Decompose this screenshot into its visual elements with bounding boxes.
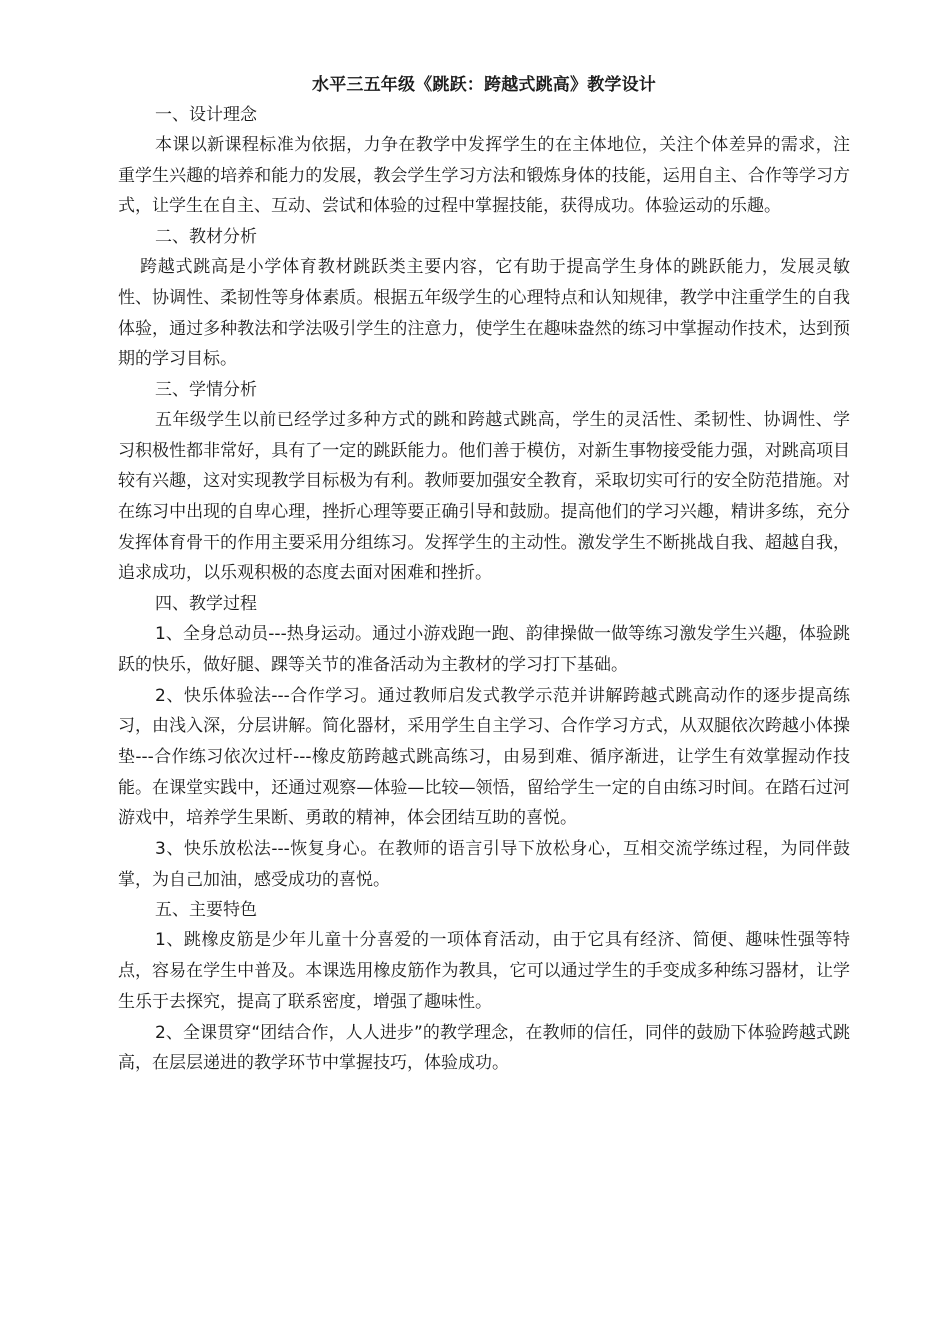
section-paragraph: 1、全身总动员---热身运动。通过小游戏跑一跑、韵律操做一做等练习激发学生兴趣，体验跳跃的快乐，做好腿、踝等关节的准备活动为主教材的学习打下基础。 — [118, 624, 850, 675]
section-heading: 一、设计理念 — [155, 105, 257, 125]
document-title: 水平三五年级《跳跃：跨越式跳高》教学设计 — [312, 75, 656, 95]
section-paragraph: 2、快乐体验法---合作学习。通过教师启发式教学示范并讲解跨越式跳高动作的逐步提高练习，由浅入深，分层讲解。简化器材，采用学生自主学习、合作学习方式，从双腿依次跨越小体操垫---合作练习依次过杆---橡皮筋跨越式跳高练习，由易到难、循序渐进，让学生有效掌握动作技能。在课堂实践中，还通过观察—体验—比较—领悟，留给学生一定的自由练习时间。在踏石过河游戏中，培养学生果断、勇敢的精神，体会团结互助的喜悦。 — [118, 685, 850, 829]
section-heading: 三、学情分析 — [155, 379, 257, 400]
section-paragraph: 2、全课贯穿“团结合作，人人进步”的教学理念，在教师的信任，同伴的鼓励下体验跨越式跳高，在层层递进的教学环节中掌握技巧，体验成功。 — [118, 1022, 850, 1074]
section-paragraph: 五年级学生以前已经学过多种方式的跳和跨越式跳高，学生的灵活性、柔韧性、协调性、学习积极性都非常好，具有了一定的跳跃能力。他们善于模仿，对新生事物接受能力强，对跳高项目较有兴趣，这对实现教学目标极为有利。教师要加强安全教育，采取切实可行的安全防范措施。对在练习中出现的自卑心理，挫折心理等要正确引导和鼓励。提高他们的学习兴趣，精讲多练，充分发挥体育骨干的作用主要采用分组练习。发挥学生的主动性。激发学生不断挑战自我、超越自我，追求成功，以乐观积极的态度去面对困难和挫折。 — [118, 409, 850, 584]
section-paragraph: 跨越式跳高是小学体育教材跳跃类主要内容，它有助于提高学生身体的跳跃能力，发展灵敏性、协调性、柔韧性等身体素质。根据五年级学生的心理特点和认知规律，教学中注重学生的自我体验，通过多种教法和学法吸引学生的注意力，使学生在趣味盎然的练习中掌握动作技术，达到预期的学习目标。 — [118, 257, 850, 370]
section-paragraph: 1、跳橡皮筋是少年儿童十分喜爱的一项体育活动，由于它具有经济、简便、趣味性强等特点，容易在学生中普及。本课选用橡皮筋作为教具，它可以通过学生的手变成多种练习器材，让学生乐于去探究，提高了联系密度，增强了趣味性。 — [118, 930, 850, 1012]
section-main-features — [118, 895, 850, 1079]
section-student-analysis — [118, 375, 850, 589]
section-paragraph: 本课以新课程标准为依据，力争在教学中发挥学生的在主体地位，关注个体差异的需求，注重学生兴趣的培养和能力的发展，教会学生学习方法和锻炼身体的技能，运用自主、合作等学习方式，让学生在自主、互动、尝试和体验的过程中掌握技能，获得成功。体验运动的乐趣。 — [118, 135, 850, 217]
section-paragraph: 3、快乐放松法---恢复身心。在教师的语言引导下放松身心，互相交流学练过程，为同伴鼓掌，为自己加油，感受成功的喜悦。 — [118, 839, 850, 890]
section-design-concept — [118, 100, 850, 222]
section-heading: 四、教学过程 — [155, 594, 257, 615]
section-teaching-process — [118, 589, 850, 895]
document-page — [118, 70, 850, 1079]
section-heading: 二、教材分析 — [155, 227, 257, 248]
section-material-analysis — [118, 222, 850, 375]
section-heading: 五、主要特色 — [155, 900, 257, 921]
